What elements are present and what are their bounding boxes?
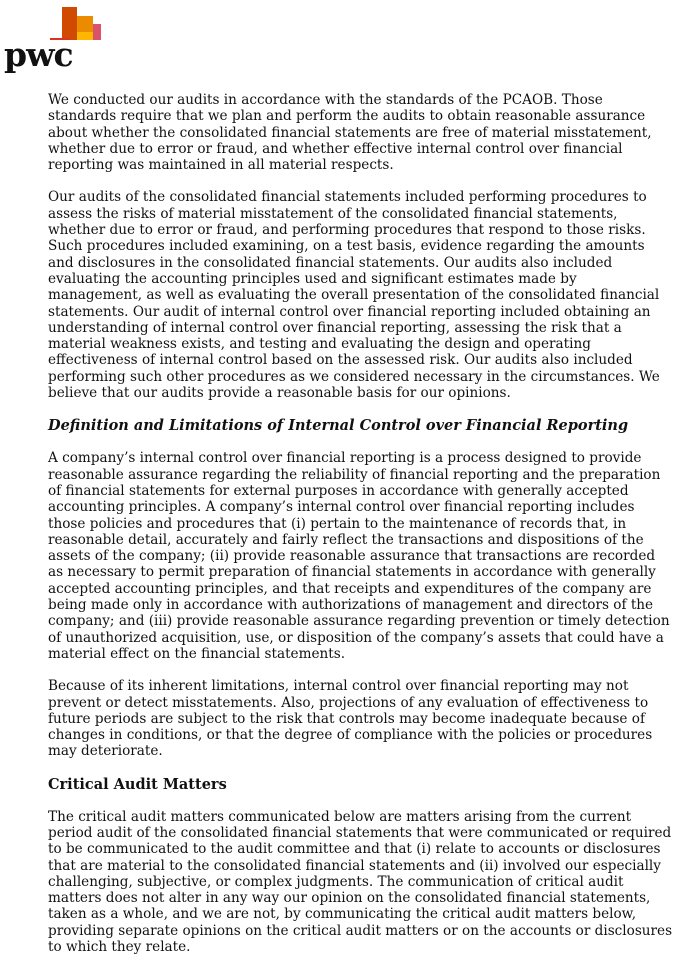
paragraph-audit-standards: We conducted our audits in accordance with the standards of the PCAOB. Those standards require that we plan and perform the audits to obtain reasonable assurance about whether the consolidated financial statements are free of material misstatement, whether due to error or fraud, and whether effective internal control over financial reporting was maintained in all material respects. [48,92,652,174]
pwc-logo [0,0,110,84]
paragraph-audit-procedures: Our audits of the consolidated financial statements included performing procedures to assess the risks of material misstatement of the consolidated financial statements, whether due to error or fraud, and performing procedures that respond to those risks. Such procedures included examining, on a test basis, evidence regarding the amounts and disclosures in the consolidated financial statements. Our audits also included evaluating the accounting principles used and significant estimates made by management, as well as evaluating the overall presentation of the consolidated financial statements. Our audit of internal control over financial reporting included obtaining an understanding of internal control over financial reporting, assessing the risk that a material weakness exists, and testing and evaluating the design and operating effectiveness of internal control based on the assessed risk. Our audits also included performing such other procedures as we considered necessary in the circumstances. We believe that our audits provide a reasonable basis for our opinions. [48,189,660,402]
paragraph-inherent-limitations: Because of its inherent limitations, internal control over financial reporting may not prevent or detect misstatements. Also, projections of any evaluation of effectiveness to future periods are subject to the risk that controls may become inadequate because of changes in conditions, or that the degree of compliance with the policies or procedures may deteriorate. [48,678,653,760]
pwc-logo-text: pwc [4,35,73,74]
heading-critical-audit-matters: Critical Audit Matters [48,775,227,793]
heading-definition-limitations: Definition and Limitations of Internal Control over Financial Reporting [48,417,629,435]
paragraph-critical-audit-matters: The critical audit matters communicated below are matters arising from the current period audit of the consolidated financial statements that were communicated or required to be communicated to the audit committee and that (i) relate to accounts or disclosures that are material to the consolidated financial statements and (ii) involved our especially challenging, subjective, or complex judgments. The communication of critical audit matters does not alter in any way our opinion on the consolidated financial statements, taken as a whole, and we are not, by communicating the critical audit matters below, providing separate opinions on the critical audit matters or on the accounts or disclosures to which they relate. [48,808,673,956]
report-body [48,92,674,971]
paragraph-internal-control-definition: A company’s internal control over financial reporting is a process designed to provide reasonable assurance regarding the reliability of financial reporting and the preparation of financial statements for external purposes in accordance with generally accepted accounting principles. A company’s internal control over financial reporting includes those policies and procedures that (i) pertain to the maintenance of records that, in reasonable detail, accurately and fairly reflect the transactions and dispositions of the assets of the company; (ii) provide reasonable assurance that transactions are recorded as necessary to permit preparation of financial statements in accordance with generally accepted accounting principles, and that receipts and expenditures of the company are being made only in accordance with authorizations of management and directors of the company; and (iii) provide reasonable assurance regarding prevention or timely detection of unauthorized acquisition, use, or disposition of the company’s assets that could have a material effect on the financial statements. [48,450,670,662]
